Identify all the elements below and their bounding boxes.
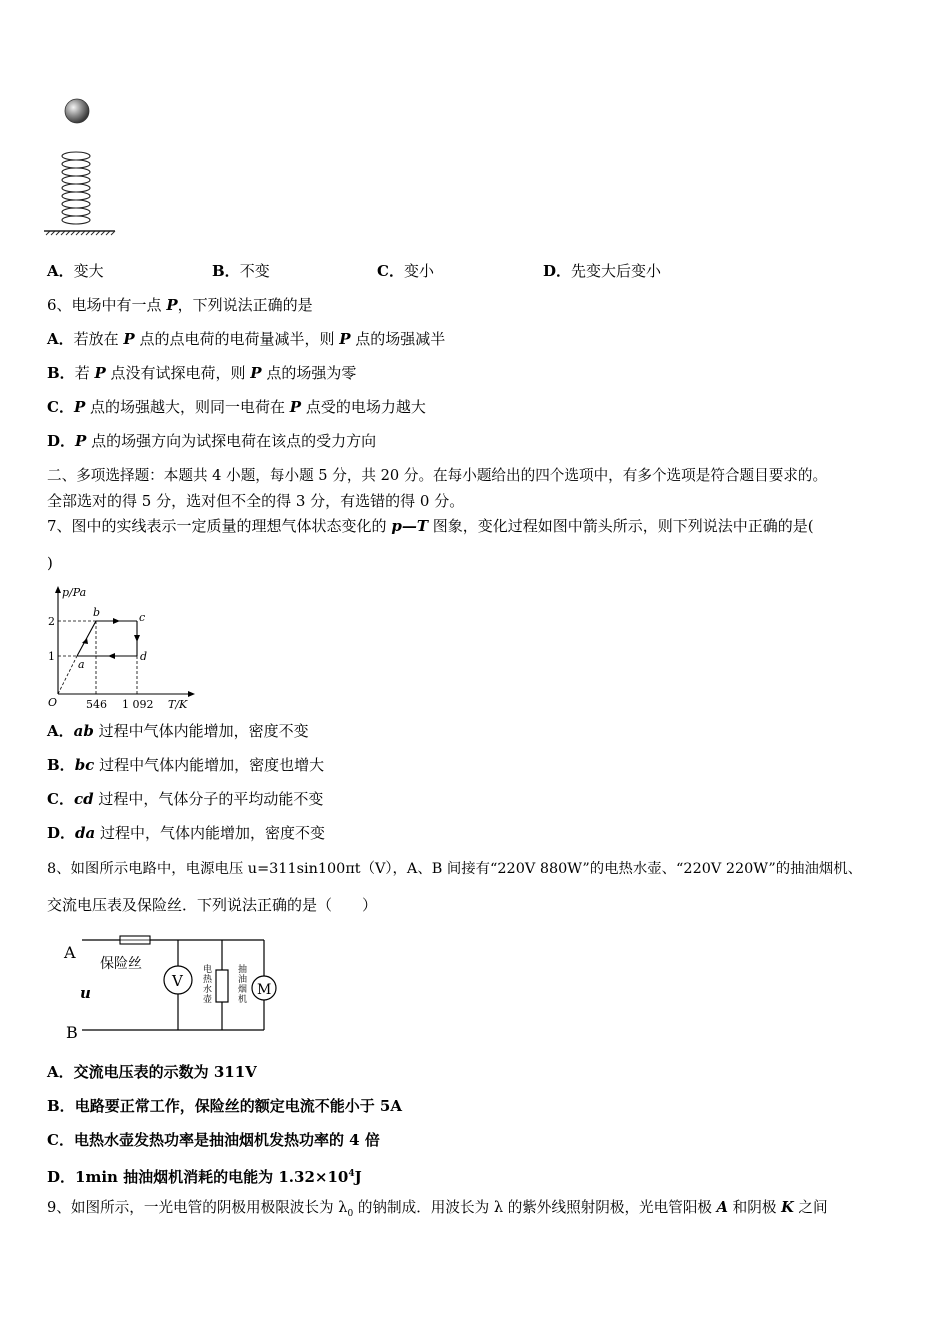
q7-option-a: A．ab 过程中气体内能增加，密度不变 xyxy=(47,722,309,740)
terminal-b: B xyxy=(66,1023,78,1042)
arrow-bc xyxy=(113,618,120,624)
q5-option-a: A．变大 xyxy=(47,262,104,280)
motor-label: M xyxy=(257,982,272,998)
graph-origin: O xyxy=(48,696,58,709)
q8-option-a: A．交流电压表的示数为 311V xyxy=(47,1063,257,1081)
spring-coil xyxy=(62,152,90,224)
hood-label xyxy=(238,963,247,1005)
q6-option-b: B．若 P 点没有试探电荷，则 P 点的场强为零 xyxy=(47,364,357,382)
process-lines xyxy=(77,621,137,656)
point-b: b xyxy=(93,606,101,619)
graph-ylabel: p/Pa xyxy=(62,586,87,599)
guide-lines xyxy=(58,621,137,694)
arrow-cd xyxy=(134,635,140,642)
point-d: d xyxy=(140,650,148,663)
x-tick-546: 546 xyxy=(86,698,107,711)
q7-option-d: D．da 过程中，气体内能增加，密度不变 xyxy=(47,824,326,842)
svg-text:抽: 抽 xyxy=(238,965,248,975)
q7-stem-close: ) xyxy=(47,554,53,572)
svg-text:热: 热 xyxy=(203,975,213,985)
svg-text:电: 电 xyxy=(203,965,213,975)
q8-option-c: C．电热水壶发热功率是抽油烟机发热功率的 4 倍 xyxy=(47,1131,380,1149)
kettle-resistor xyxy=(216,970,228,1002)
q5-option-c: C．变小 xyxy=(377,262,434,280)
q8-option-b: B．电路要正常工作，保险丝的额定电流不能小于 5A xyxy=(47,1097,402,1115)
pt-graph xyxy=(44,584,204,714)
y-tick-1: 1 xyxy=(48,650,55,663)
q7-option-c: C．cd 过程中，气体分子的平均动能不变 xyxy=(47,790,324,808)
arrow-ab xyxy=(82,638,88,644)
point-c: c xyxy=(139,611,146,624)
q6-stem: 6、电场中有一点 P，下列说法正确的是 xyxy=(47,296,313,314)
svg-text:壶: 壶 xyxy=(203,995,213,1005)
voltmeter-label: V xyxy=(172,972,183,990)
q7-stem: 7、图中的实线表示一定质量的理想气体状态变化的 p—T 图象，变化过程如图中箭头所示，则下列说法中正确的是( xyxy=(47,517,814,535)
section2-line2: 全部选对的得 5 分，选对但不全的得 3 分，有选错的得 0 分。 xyxy=(47,492,465,510)
q8-stem-line2: 交流电压表及保险丝．下列说法正确的是（ ） xyxy=(47,896,378,914)
ball-spring-figure xyxy=(40,92,120,242)
q8-option-d: D．1min 抽油烟机消耗的电能为 $1.32\times 10^4J$ xyxy=(47,1168,362,1186)
q8-stem-line1: 8、如图所示电路中，电源电压 u=311sin100πt（V），A、B 间接有“220V 880W”的电热水壶、“220V 220W”的抽油烟机、 xyxy=(47,861,863,877)
q9-stem: 9、如图所示，一光电管的阴极用极限波长为 $\lambda_0$ 的钠制成．用波长为 λ 的紫外线照射阴极，光电管阳极 A 和阴极 K 之间 xyxy=(47,1199,828,1219)
q5-option-b: B．不变 xyxy=(212,262,270,280)
y-tick-2: 2 xyxy=(48,615,55,628)
section2-line1: 二、多项选择题：本题共 4 小题，每小题 5 分，共 20 分。在每小题给出的四个选项中，有多个选项是符合题目要求的。 xyxy=(47,467,828,484)
graph-xlabel: T/K xyxy=(168,698,188,711)
y-axis-arrow xyxy=(55,586,61,593)
q6-option-c: C．P 点的场强越大，则同一电荷在 P 点受的电场力越大 xyxy=(47,398,426,416)
source-u: u xyxy=(80,984,91,1002)
x-tick-1092: 1 092 xyxy=(122,698,154,711)
q6-option-d: D．P 点的场强方向为试探电荷在该点的受力方向 xyxy=(47,432,377,450)
circuit-diagram xyxy=(58,930,298,1042)
arrow-da xyxy=(108,653,115,659)
x-axis-arrow xyxy=(188,691,195,697)
svg-text:油: 油 xyxy=(238,975,248,985)
terminal-a: A xyxy=(64,943,76,962)
svg-text:水: 水 xyxy=(203,985,213,995)
q5-option-d: D．先变大后变小 xyxy=(543,262,662,280)
fuse-label: 保险丝 xyxy=(100,956,142,972)
point-a: a xyxy=(78,658,85,671)
q7-option-b: B．bc 过程中气体内能增加，密度也增大 xyxy=(47,756,325,774)
svg-text:烟: 烟 xyxy=(238,985,248,995)
ball xyxy=(65,99,89,123)
q6-option-a: A．若放在 P 点的点电荷的电荷量减半，则 P 点的场强减半 xyxy=(47,330,446,348)
kettle-label xyxy=(203,963,213,1005)
svg-text:机: 机 xyxy=(238,995,248,1005)
